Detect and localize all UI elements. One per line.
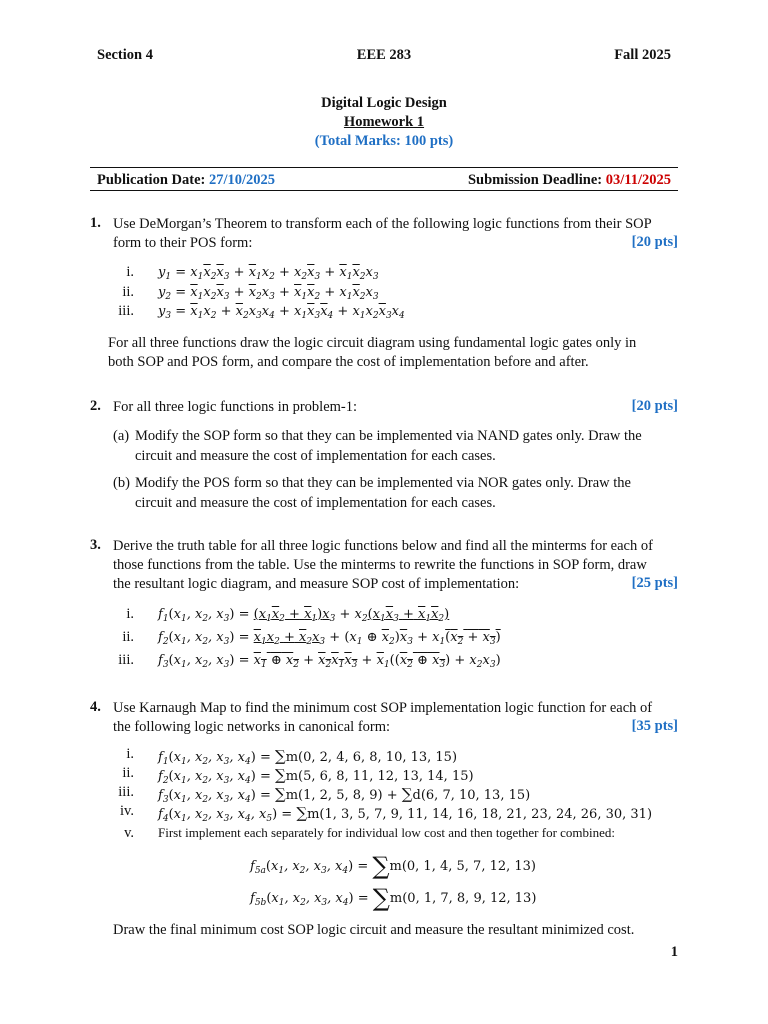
q4-points: [35 pts] bbox=[631, 718, 678, 734]
q4-roman-2: ii. bbox=[122, 765, 134, 781]
q2-part-b-label: (b) bbox=[113, 475, 130, 491]
header-term: Fall 2025 bbox=[614, 47, 671, 63]
q4-roman-4: iv. bbox=[120, 803, 134, 819]
q4-roman-1: i. bbox=[126, 746, 134, 762]
course-title: Digital Logic Design bbox=[321, 95, 447, 111]
q3-points: [25 pts] bbox=[631, 575, 678, 591]
q1-roman-2: ii. bbox=[122, 284, 134, 300]
q4-minterms-4: m(1, 3, 5, 7, 9, 11, 14, 16, 18, 21, 23, 24, 26, 30, 31) bbox=[307, 807, 653, 822]
q4-minterms-5a: m(0, 1, 4, 5, 7, 12, 13) bbox=[389, 859, 536, 874]
q3-equation-2: $f_2(x_1$, $x_2$, $x_3) = x_1x_2 + x_2x_3 + (x_1$ ⊕ $\overline{x}_2)\overline{x}_3 + x_1(x_2 + x_3)$ bbox=[158, 630, 501, 647]
q3-line3: the resultant logic diagram, and measure SOP cost of implementation: bbox=[113, 576, 520, 592]
q4-roman-5: v. bbox=[124, 825, 134, 841]
q4-equation-5a: $f_{5a}(x_1$, $x_2$, $x_3$, $x_4) = \sum m(0$, 1, 4, 5, 7, 12, 13) bbox=[250, 852, 536, 880]
submission-deadline bbox=[468, 172, 671, 189]
q4-line1: Use Karnaugh Map to find the minimum cost SOP implementation logic function for each of bbox=[113, 700, 653, 716]
q1-roman-3: iii. bbox=[118, 303, 134, 319]
q2-part-b bbox=[113, 474, 678, 513]
q2-part-b-line1: Modify the POS form so that they can be implemented via NOR gates only. Draw the bbox=[135, 475, 631, 491]
q2-points: [20 pts] bbox=[631, 398, 678, 414]
q4-equation-4: $f_4(x_1$, $x_2$, $x_3$, $x_4$, $x_5) = \sum m(1$, 3, 5, 7, 9, 11, 14, 16, 18, 21, 23, 24, 26, 30, 31) bbox=[158, 804, 653, 824]
q4-number: 4. bbox=[90, 699, 101, 715]
q4-equation-5b: $f_{5b}(x_1$, $x_2$, $x_3$, $x_4) = \sum m(0$, 1, 7, 8, 9, 12, 13) bbox=[250, 884, 537, 912]
divider-top bbox=[90, 167, 678, 168]
q4-equation-2: $f_2(x_1$, $x_2$, $x_3$, $x_4) = \sum m(5$, 6, 8, 11, 12, 13, 14, 15) bbox=[158, 766, 474, 786]
q1-equation-1: $y_1 = x_1\overline{x}_2\overline{x}_3 + \overline{x}_1x_2 + x_2\overline{x}_3 + \overline{x}_1\overline{x}_2x_3$ bbox=[158, 265, 379, 282]
q3-equation-1: $f_1(x_1$, $x_2$, $x_3) = (x_1x_2 + x_1)x_3 + x_2(x_1x_3 + x_1x_2)$ bbox=[158, 607, 450, 624]
header-section: Section 4 bbox=[97, 47, 153, 63]
q2-part-a-label: (a) bbox=[113, 428, 130, 444]
total-marks: (Total Marks: 100 pts) bbox=[314, 133, 454, 149]
homework-title: Homework 1 bbox=[343, 114, 425, 130]
q1-equation-2: $y_2 = \overline{x}_1x_2\overline{x}_3 + \overline{x}_2x_3 + \overline{x}_1\overline{x}_2 + x_1\overline{x}_2x_3$ bbox=[158, 285, 379, 302]
header-course: EEE 283 bbox=[356, 47, 412, 63]
q3-line1: Derive the truth table for all three logic functions below and find all the minterms for each of bbox=[113, 538, 653, 554]
q4-equation-3: $f_3(x_1$, $x_2$, $x_3$, $x_4) = \sum m(1$, 2, 5, 8, 9) + ∑d(6, 7, 10, 13, 15) bbox=[158, 785, 531, 805]
publication-date bbox=[97, 172, 275, 189]
q2-text: For all three logic functions in problem-1: bbox=[113, 399, 358, 415]
q3-equation-3: $f_3(x_1$, $x_2$, $x_3) = x_1$ ⊕ $x_2 + x_2x_1x_3 + \overline{x}_1((x_2$ ⊕ $x_3) + x_2x_3$) bbox=[158, 653, 501, 670]
submission-value: 03/11/2025 bbox=[605, 172, 671, 188]
q4-dontcares-3: d(6, 7, 10, 13, 15) bbox=[412, 788, 531, 803]
q4-minterms-1: m(0, 2, 4, 6, 8, 10, 13, 15) bbox=[285, 750, 458, 765]
q3-roman-2: ii. bbox=[122, 629, 134, 645]
q2-part-a bbox=[113, 427, 678, 466]
q3-number: 3. bbox=[90, 537, 101, 553]
q1-text-line2: form to their POS form: bbox=[113, 235, 253, 251]
q1-follow-line2: both SOP and POS form, and compare the cost of implementation before and after. bbox=[108, 354, 589, 370]
q1-roman-1: i. bbox=[126, 264, 134, 280]
q1-text-line1: Use DeMorgan’s Theorem to transform each of the following logic functions from their SOP bbox=[113, 216, 652, 232]
page-number: 1 bbox=[670, 944, 678, 960]
q4-v-text: First implement each separately for individual low cost and then together for combined: bbox=[158, 825, 616, 840]
q4-closing: Draw the final minimum cost SOP logic circuit and measure the resultant minimized cost. bbox=[113, 922, 635, 938]
q3-roman-3: iii. bbox=[118, 652, 134, 668]
divider-bottom bbox=[90, 190, 678, 191]
q2-part-b-line2: circuit and measure the cost of implementation for each cases. bbox=[135, 494, 496, 511]
q3-roman-1: i. bbox=[126, 606, 134, 622]
q1-follow-line1: For all three functions draw the logic circuit diagram using fundamental logic gates only in bbox=[108, 335, 637, 351]
q4-minterms-2: m(5, 6, 8, 11, 12, 13, 14, 15) bbox=[285, 769, 474, 784]
q1-equation-3: $y_3 = \overline{x}_1x_2 + \overline{x}_2x_3x_4 + x_1\overline{x}_3\overline{x}_4 + x_1x_2\overline{x}_3x_4$ bbox=[158, 304, 405, 321]
q1-points: [20 pts] bbox=[631, 234, 678, 250]
q2-part-a-line2: circuit and measure the cost of implementation for each cases. bbox=[135, 447, 496, 464]
q4-minterms-3: m(1, 2, 5, 8, 9) bbox=[285, 788, 383, 803]
q1-number: 1. bbox=[90, 215, 101, 231]
q4-minterms-5b: m(0, 1, 7, 8, 9, 12, 13) bbox=[389, 891, 537, 906]
q4-roman-3: iii. bbox=[118, 784, 134, 800]
q2-number: 2. bbox=[90, 398, 101, 414]
q3-line2: those functions from the table. Use the minterms to rewrite the functions in SOP form, draw bbox=[113, 557, 647, 573]
publication-value: 27/10/2025 bbox=[208, 172, 276, 188]
submission-label: Submission Deadline: bbox=[467, 172, 603, 188]
q4-line2: the following logic networks in canonical form: bbox=[113, 719, 391, 735]
q2-part-a-line1: Modify the SOP form so that they can be implemented via NAND gates only. Draw the bbox=[135, 428, 642, 444]
q4-equation-1: $f_1(x_1$, $x_2$, $x_3$, $x_4) = \sum m(0$, 2, 4, 6, 8, 10, 13, 15) bbox=[158, 747, 458, 767]
publication-label: Publication Date: bbox=[97, 172, 206, 188]
